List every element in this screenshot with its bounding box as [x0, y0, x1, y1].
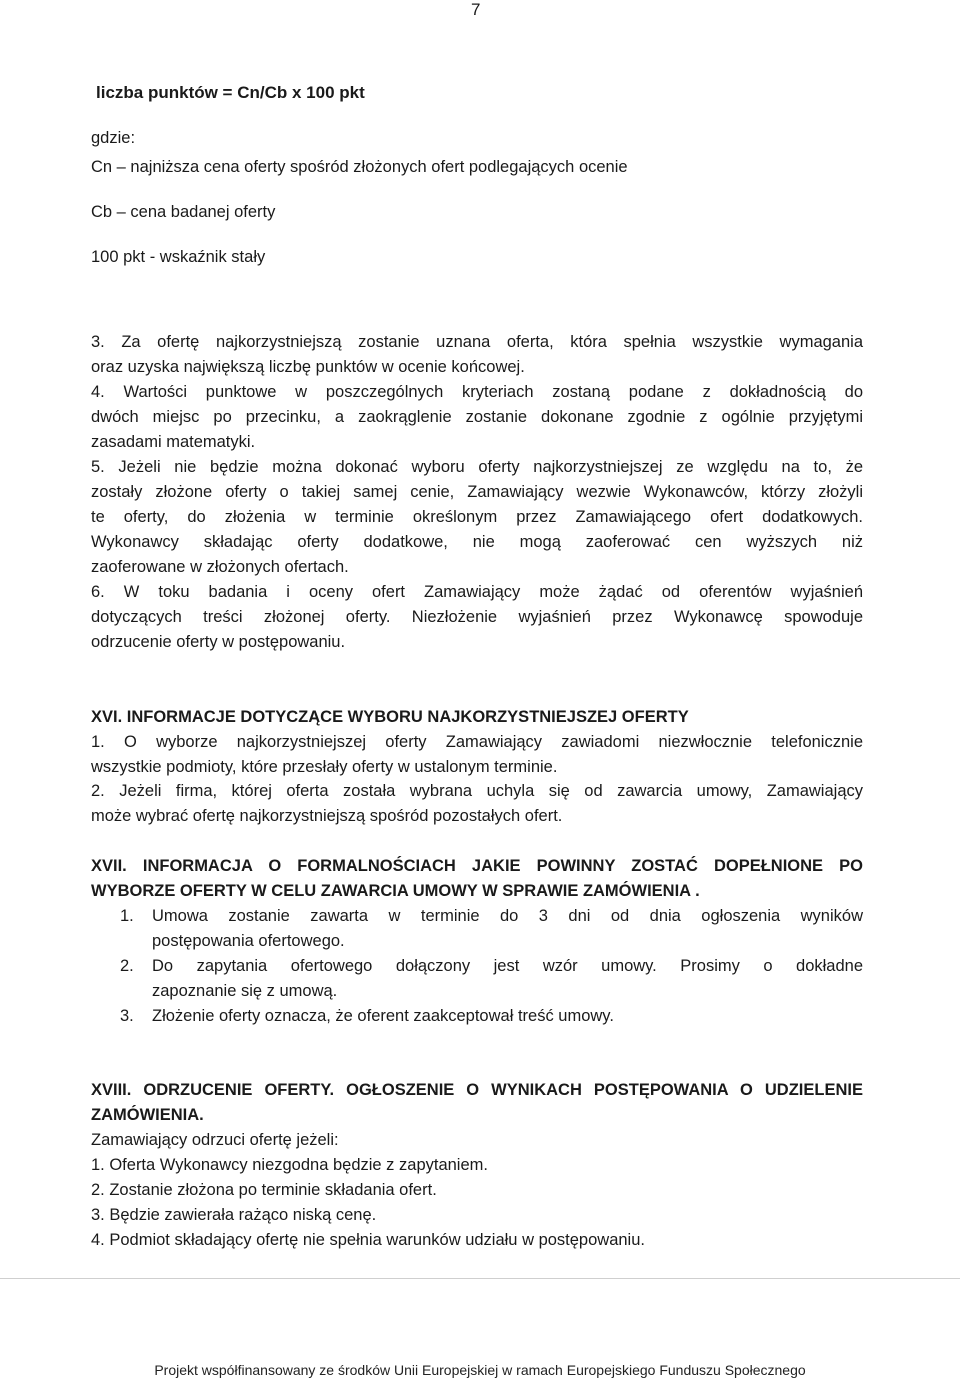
section-16-paragraph-1: wszystkie podmioty, które przesłały oferty w ustalonym terminie. — [91, 758, 558, 776]
section-17-item-text: Do zapytania ofertowego dołączony jest wzór umowy. Prosimy o dokładne — [152, 957, 863, 975]
paragraph-5-line: 5. Jeżeli nie będzie można dokonać wyboru oferty najkorzystniejszej ze względu na to, że — [91, 458, 863, 476]
section-17-heading: XVII. INFORMACJA O FORMALNOŚCIACH JAKIE POWINNY ZOSTAĆ DOPEŁNIONE PO — [91, 857, 863, 875]
rejection-reason: 1. Oferta Wykonawcy niezgodna będzie z zapytaniem. — [91, 1156, 488, 1174]
paragraph-5-line: Wykonawcy składając oferty dodatkowe, nie mogą zaoferować cen wyższych niż — [91, 533, 863, 551]
section-18-intro: Zamawiający odrzuci ofertę jeżeli: — [91, 1131, 339, 1149]
section-16-paragraph-2: może wybrać ofertę najkorzystniejszą spośród pozostałych ofert. — [91, 807, 563, 825]
section-17-item-text: Złożenie oferty oznacza, że oferent zaakceptował treść umowy. — [152, 1007, 614, 1025]
paragraph-5-line: te oferty, do złożenia w terminie określonym przez Zamawiającego ofert dodatkowych. — [91, 508, 863, 526]
paragraph-3-line: oraz uzyska największą liczbę punktów w ocenie końcowej. — [91, 358, 525, 376]
section-16-paragraph-2: 2. Jeżeli firma, której oferta została wybrana uchyla się od zawarcia umowy, Zamawiający — [91, 782, 863, 800]
paragraph-5-line: zaoferowane w złożonych ofertach. — [91, 558, 349, 576]
section-18-heading: ZAMÓWIENIA. — [91, 1106, 204, 1124]
section-16-heading: XVI. INFORMACJE DOTYCZĄCE WYBORU NAJKORZYSTNIEJSZEJ OFERTY — [91, 708, 689, 726]
paragraph-6-line: odrzucenie oferty w postępowaniu. — [91, 633, 346, 651]
section-17-item-text: Umowa zostanie zawarta w terminie do 3 dni od dnia ogłoszenia wyników — [152, 907, 863, 925]
definition-constant: 100 pkt - wskaźnik stały — [91, 248, 266, 266]
footer-text: Projekt współfinansowany ze środków Unii Europejskiej w ramach Europejskiego Funduszu Społecznego — [154, 1362, 806, 1378]
paragraph-5-line: zostały złożone oferty o takiej samej cenie, Zamawiający wezwie Wykonawców, którzy złożyli — [91, 483, 863, 501]
paragraph-4-line: dwóch miejsc po przecinku, a zaokrąglenie zostanie dokonane zgodnie z ogólnie przyjętymi — [91, 408, 863, 426]
definition-cb: Cb – cena badanej oferty — [91, 203, 276, 221]
section-17-item-text: postępowania ofertowego. — [152, 932, 345, 950]
section-17-item-text: zapoznanie się z umową. — [152, 982, 338, 1000]
section-17-item-number: 1. — [120, 907, 134, 925]
page-number: 7 — [471, 0, 481, 19]
section-17-heading: WYBORZE OFERTY W CELU ZAWARCIA UMOWY W SPRAWIE ZAMÓWIENIA . — [91, 882, 700, 900]
rejection-reason: 2. Zostanie złożona po terminie składania ofert. — [91, 1181, 437, 1199]
paragraph-4-line: zasadami matematyki. — [91, 433, 256, 451]
paragraph-4-line: 4. Wartości punktowe w poszczególnych kryteriach zostaną podane z dokładnością do — [91, 383, 863, 401]
scoring-formula: liczba punktów = Cn/Cb x 100 pkt — [96, 83, 365, 102]
rejection-reason: 4. Podmiot składający ofertę nie spełnia warunków udziału w postępowaniu. — [91, 1231, 645, 1249]
section-16-paragraph-1: 1. O wyborze najkorzystniejszej oferty Zamawiający zawiadomi niezwłocznie telefonicznie — [91, 733, 863, 751]
section-18-heading: XVIII. ODRZUCENIE OFERTY. OGŁOSZENIE O WYNIKACH POSTĘPOWANIA O UDZIELENIE — [91, 1081, 863, 1099]
paragraph-3-line: 3. Za ofertę najkorzystniejszą zostanie uznana oferta, która spełnia wszystkie wymagania — [91, 333, 863, 351]
section-17-item-number: 2. — [120, 957, 134, 975]
where-label: gdzie: — [91, 129, 136, 147]
paragraph-6-line: dotyczących treści złożonej oferty. Niezłożenie wyjaśnień przez Wykonawcę spowoduje — [91, 608, 863, 626]
paragraph-6-line: 6. W toku badania i oceny ofert Zamawiający może żądać od oferentów wyjaśnień — [91, 583, 863, 601]
definition-cn: Cn – najniższa cena oferty spośród złożonych ofert podlegających ocenie — [91, 158, 628, 176]
section-17-item-number: 3. — [120, 1007, 134, 1025]
footer-divider — [0, 1278, 960, 1279]
rejection-reason: 3. Będzie zawierała rażąco niską cenę. — [91, 1206, 377, 1224]
